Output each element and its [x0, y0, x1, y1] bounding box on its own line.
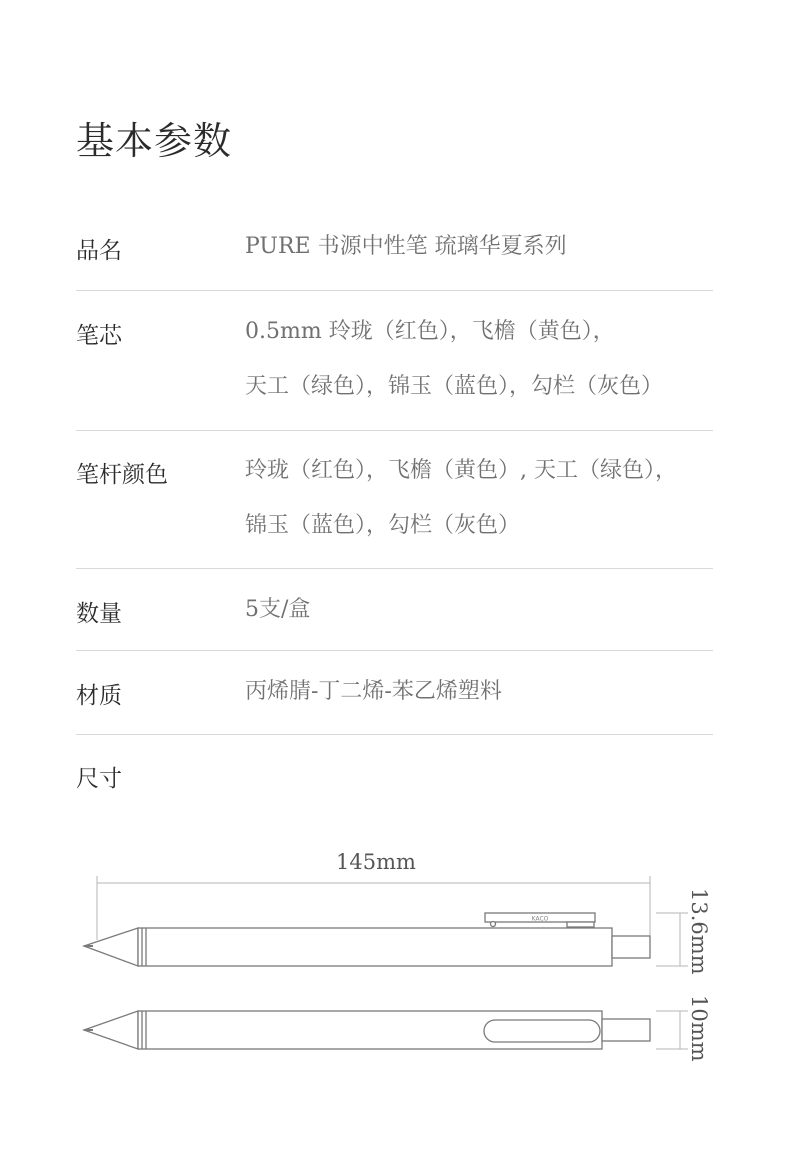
pen-top-view: [84, 1011, 650, 1049]
pen-barrel: [138, 928, 612, 966]
spec-value-name: [245, 232, 567, 287]
clip-foot: [567, 922, 594, 927]
diameter-label: 10mm: [687, 995, 711, 1062]
spec-value-line: 丙烯腈-丁二烯-苯乙烯塑料: [245, 679, 502, 704]
spec-value-line: 5支/盒: [245, 597, 311, 622]
height-dimension: [656, 913, 688, 966]
spec-value-line: 0.5mm 玲珑（红色），飞檐（黄色），: [245, 319, 615, 344]
length-label: 145mm: [336, 850, 416, 874]
clip-rivet: [491, 922, 496, 927]
clip-logo: KACO: [531, 915, 549, 923]
spec-value-quantity: [245, 595, 310, 650]
pen-window: [484, 1020, 600, 1042]
spec-value-barrel-color: [245, 456, 677, 566]
spec-label-quantity: 数量: [76, 601, 122, 627]
spec-label-barrel-color: 笔杆颜色: [76, 462, 168, 488]
divider: [76, 568, 713, 569]
spec-value-material: [245, 677, 502, 732]
spec-value-line: 玲珑（红色），飞檐（黄色）, 天工（绿色），: [245, 458, 677, 483]
spec-label-size: 尺寸: [76, 766, 122, 792]
divider: [76, 290, 713, 291]
spec-value-line: PURE 书源中性笔 琉璃华夏系列: [245, 234, 567, 259]
divider: [76, 430, 713, 431]
pen-side-view: [84, 913, 650, 966]
pen-plunger: [612, 936, 650, 958]
spec-value-line: 天工（绿色），锦玉（蓝色），勾栏（灰色）: [245, 374, 664, 399]
divider: [76, 650, 713, 651]
diameter-dimension: [656, 1011, 688, 1049]
pen-dimension-diagram: [0, 840, 790, 1080]
spec-label-name: 品名: [76, 238, 122, 264]
spec-value-refill: [245, 317, 663, 427]
divider: [76, 734, 713, 735]
spec-label-refill: 笔芯: [76, 323, 122, 349]
page-title: 基本参数: [76, 119, 233, 163]
pen-plunger: [602, 1019, 650, 1041]
spec-value-line: 锦玉（蓝色），勾栏（灰色）: [245, 513, 521, 538]
spec-label-material: 材质: [76, 683, 122, 709]
height-label: 13.6mm: [687, 888, 711, 975]
